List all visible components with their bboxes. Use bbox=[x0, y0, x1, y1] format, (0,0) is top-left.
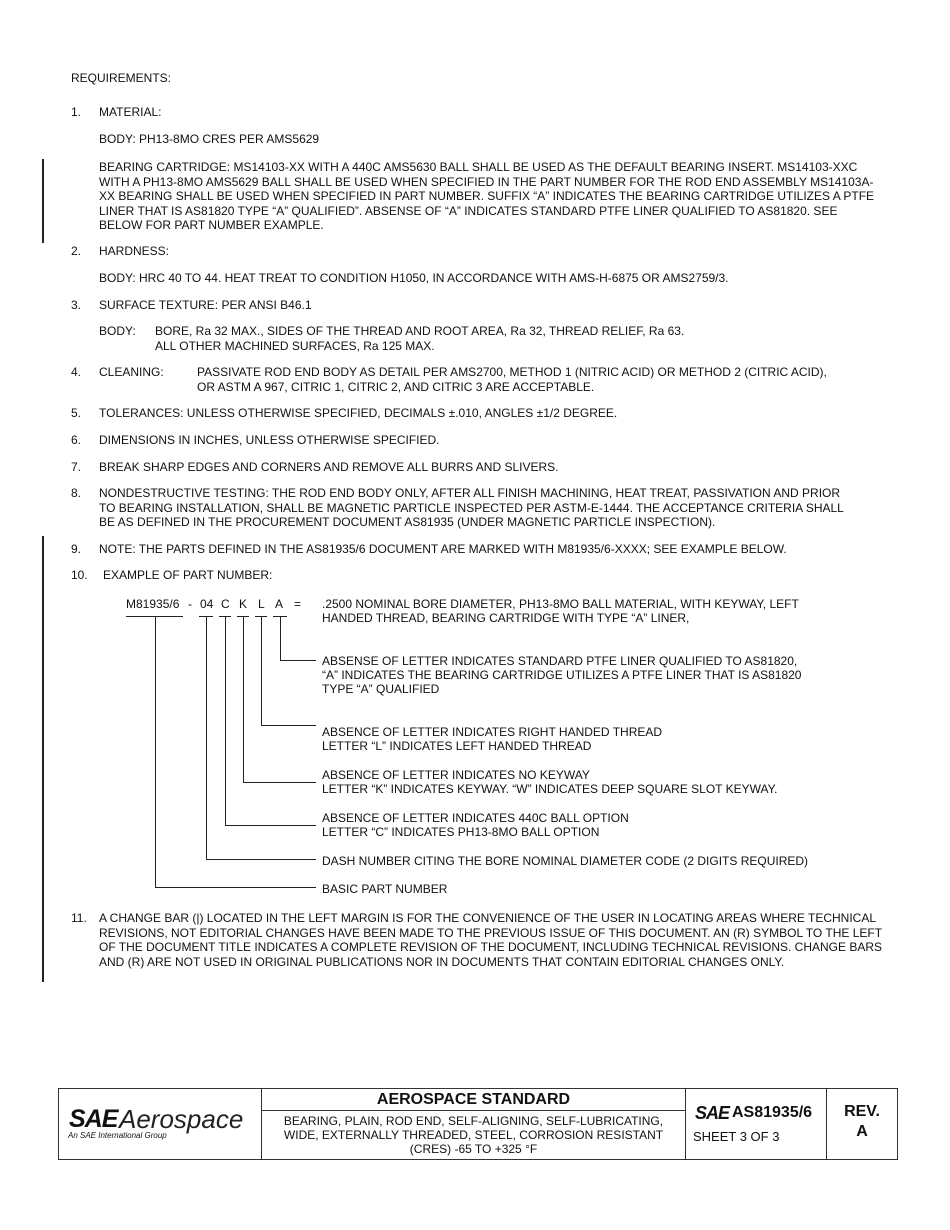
sae-doc-logo: SAE bbox=[695, 1103, 730, 1123]
callout-k-line-2: LETTER “K” INDICATES KEYWAY. “W” INDICATES DEEP SQUARE SLOT KEYWAY. bbox=[322, 782, 778, 796]
sae-logo-mark: SAE bbox=[69, 1105, 118, 1133]
item-2-body: BODY: HRC 40 TO 44. HEAT TREAT TO CONDITION H1050, IN ACCORDANCE WITH AMS-H-6875 OR AMS2759/3. bbox=[99, 271, 729, 285]
item-6-number: 6. bbox=[71, 433, 82, 447]
item-3-line-1: BORE, Ra 32 MAX., SIDES OF THE THREAD AND ROOT AREA, Ra 32, THREAD RELIEF, Ra 63. bbox=[155, 324, 685, 338]
item-1-bearing-cartridge: BEARING CARTRIDGE: MS14103-XX WITH A 440C AMS5630 BALL SHALL BE USED AS THE DEFAULT BEARING INSERT. MS14103-XXC WITH A PH13-8MO AMS5629 BALL SHALL BE USED WHEN SPECIFIED IN THE PART NUMBER FOR THE ROD END ASSEMBLY MS14103A-XX BEARING SHALL BE USED WHEN SPECIFIED IN PART NUMBER. SUFFIX “A” INDICATES THE BEARING CARTRIDGE UTILIZES A PTFE LINER THAT IS AS81820 TYPE “A” QUALIFIED”. ABSENSE OF “A” INDICATES STANDARD PTFE LINER QUALIFIED TO AS81820. SEE BELOW FOR PART NUMBER EXAMPLE. bbox=[99, 160, 875, 232]
item-3-line-2: ALL OTHER MACHINED SURFACES, Ra 125 MAX. bbox=[155, 339, 435, 353]
pn-a: A bbox=[275, 597, 284, 611]
item-4-label: CLEANING: bbox=[99, 365, 164, 379]
aerospace-logo-text: Aerospace bbox=[119, 1104, 244, 1134]
item-3-number: 3. bbox=[71, 298, 82, 312]
rev-value: A bbox=[856, 1123, 868, 1140]
pn-result-line-2: HANDED THREAD, BEARING CARTRIDGE WITH TYPE “A” LINER, bbox=[322, 611, 690, 625]
standard-title: AEROSPACE STANDARD bbox=[262, 1089, 685, 1111]
leader-c-h bbox=[225, 825, 316, 826]
callout-a-line-1: ABSENSE OF LETTER INDICATES STANDARD PTFE LINER QUALIFIED TO AS81820, bbox=[322, 654, 798, 668]
item-1-title: MATERIAL: bbox=[99, 105, 162, 119]
item-7-text: BREAK SHARP EDGES AND CORNERS AND REMOVE ALL BURRS AND SLIVERS. bbox=[99, 460, 559, 474]
change-bar-1 bbox=[42, 159, 44, 243]
rev-label: REV. bbox=[844, 1103, 880, 1120]
item-9-text: NOTE: THE PARTS DEFINED IN THE AS81935/6 DOCUMENT ARE MARKED WITH M81935/6-XXXX; SEE EXAMPLE BELOW. bbox=[99, 542, 787, 556]
item-4-text: PASSIVATE ROD END BODY AS DETAIL PER AMS2700, METHOD 1 (NITRIC ACID) OR METHOD 2 (CITRIC ACID), OR ASTM A 967, CITRIC 1, CITRIC 2, AND CITRIC 3 ARE ACCEPTABLE. bbox=[197, 365, 827, 394]
pn-l: L bbox=[258, 597, 265, 611]
footer-logo-cell bbox=[59, 1089, 261, 1159]
callout-basic-part-number: BASIC PART NUMBER bbox=[322, 882, 448, 896]
requirements-heading: REQUIREMENTS: bbox=[71, 71, 172, 85]
change-bar-2 bbox=[42, 536, 44, 982]
leader-l-h bbox=[261, 725, 316, 726]
item-2-title: HARDNESS: bbox=[99, 244, 170, 258]
callout-a-line-3: TYPE “A” QUALIFIED bbox=[322, 682, 440, 696]
footer-title-block bbox=[58, 1088, 898, 1160]
item-7-number: 7. bbox=[71, 460, 82, 474]
pn-dash: - bbox=[188, 597, 192, 611]
footer-doc-cell bbox=[686, 1089, 826, 1159]
callout-k-line-1: ABSENCE OF LETTER INDICATES NO KEYWAY bbox=[322, 768, 590, 782]
item-10-text: EXAMPLE OF PART NUMBER: bbox=[103, 568, 273, 582]
pn-base: M81935/6 bbox=[126, 597, 180, 611]
document-number: AS81935/6 bbox=[732, 1104, 813, 1121]
item-9-number: 9. bbox=[71, 542, 82, 556]
item-4-number: 4. bbox=[71, 365, 82, 379]
callout-a-line-2: “A” INDICATES THE BEARING CARTRIDGE UTILIZES A PTFE LINER THAT IS AS81820 bbox=[322, 668, 802, 682]
leader-k-h bbox=[243, 782, 316, 783]
logo-subtitle: An SAE International Group bbox=[68, 1131, 167, 1140]
leader-code-v bbox=[206, 617, 207, 860]
item-11-number: 11. bbox=[71, 911, 87, 925]
pn-code: 04 bbox=[200, 597, 214, 611]
item-8-number: 8. bbox=[71, 486, 82, 500]
item-5-number: 5. bbox=[71, 406, 82, 420]
leader-a-v bbox=[280, 617, 281, 660]
item-8-text: NONDESTRUCTIVE TESTING: THE ROD END BODY ONLY, AFTER ALL FINISH MACHINING, HEAT TREAT, PASSIVATION AND PRIOR TO BEARING INSTALLATION, SHALL BE MAGNETIC PARTICLE INSPECTED PER ASTM-E-1444. THE ACCEPTANCE CRITERIA SHALL BE AS DEFINED IN THE PROCUREMENT DOCUMENT AS81935 (UNDER MAGNETIC PARTICLE INSPECTION). bbox=[99, 486, 844, 529]
sheet-number: SHEET 3 OF 3 bbox=[693, 1129, 780, 1144]
item-5-text: TOLERANCES: UNLESS OTHERWISE SPECIFIED, DECIMALS ±.010, ANGLES ±1/2 DEGREE. bbox=[99, 406, 618, 420]
callout-c-line-2: LETTER “C” INDICATES PH13-8MO BALL OPTION bbox=[322, 825, 600, 839]
footer-title-cell bbox=[262, 1089, 685, 1159]
pn-result-line-1: .2500 NOMINAL BORE DIAMETER, PH13-8MO BALL MATERIAL, WITH KEYWAY, LEFT bbox=[322, 597, 799, 611]
item-3-label: BODY: bbox=[99, 324, 136, 338]
leader-k-v bbox=[243, 617, 244, 783]
pn-k: K bbox=[239, 597, 248, 611]
callout-l-line-1: ABSENCE OF LETTER INDICATES RIGHT HANDED THREAD bbox=[322, 725, 663, 739]
leader-l-v bbox=[261, 617, 262, 726]
leader-base-h bbox=[155, 887, 316, 888]
item-11-text: A CHANGE BAR (|) LOCATED IN THE LEFT MARGIN IS FOR THE CONVENIENCE OF THE USER IN LOCATING AREAS WHERE TECHNICAL REVISIONS, NOT EDITORIAL CHANGES HAVE BEEN MADE TO THE PREVIOUS ISSUE OF THIS DOCUMENT. AN (R) SYMBOL TO THE LEFT OF THE DOCUMENT TITLE INDICATES A COMPLETE REVISION OF THE DOCUMENT, INCLUDING TECHNICAL REVISIONS. CHANGE BARS AND (R) ARE NOT USED IN ORIGINAL PUBLICATIONS NOR IN DOCUMENTS THAT CONTAIN EDITORIAL CHANGES ONLY. bbox=[99, 911, 883, 969]
callout-dash-number: DASH NUMBER CITING THE BORE NOMINAL DIAMETER CODE (2 DIGITS REQUIRED) bbox=[322, 854, 809, 868]
leader-c-v bbox=[225, 617, 226, 826]
leader-base-v bbox=[155, 617, 156, 888]
pn-c: C bbox=[221, 597, 230, 611]
callout-c-line-1: ABSENCE OF LETTER INDICATES 440C BALL OPTION bbox=[322, 811, 629, 825]
footer-rev-cell bbox=[827, 1089, 897, 1159]
item-1-number: 1. bbox=[71, 105, 82, 119]
leader-a-h bbox=[280, 660, 316, 661]
callout-l-line-2: LETTER “L” INDICATES LEFT HANDED THREAD bbox=[322, 739, 592, 753]
leader-code-h bbox=[206, 859, 316, 860]
pn-equals: = bbox=[294, 597, 302, 611]
item-6-text: DIMENSIONS IN INCHES, UNLESS OTHERWISE SPECIFIED. bbox=[99, 433, 440, 447]
item-3-title: SURFACE TEXTURE: PER ANSI B46.1 bbox=[99, 298, 312, 312]
standard-description: BEARING, PLAIN, ROD END, SELF-ALIGNING, SELF-LUBRICATING, WIDE, EXTERNALLY THREADED, STEEL, CORROSION RESISTANT (CRES) -65 TO +325 °F bbox=[283, 1114, 664, 1156]
item-2-number: 2. bbox=[71, 244, 82, 258]
item-1-body: BODY: PH13-8MO CRES PER AMS5629 bbox=[99, 132, 320, 146]
item-10-number: 10. bbox=[71, 568, 88, 582]
